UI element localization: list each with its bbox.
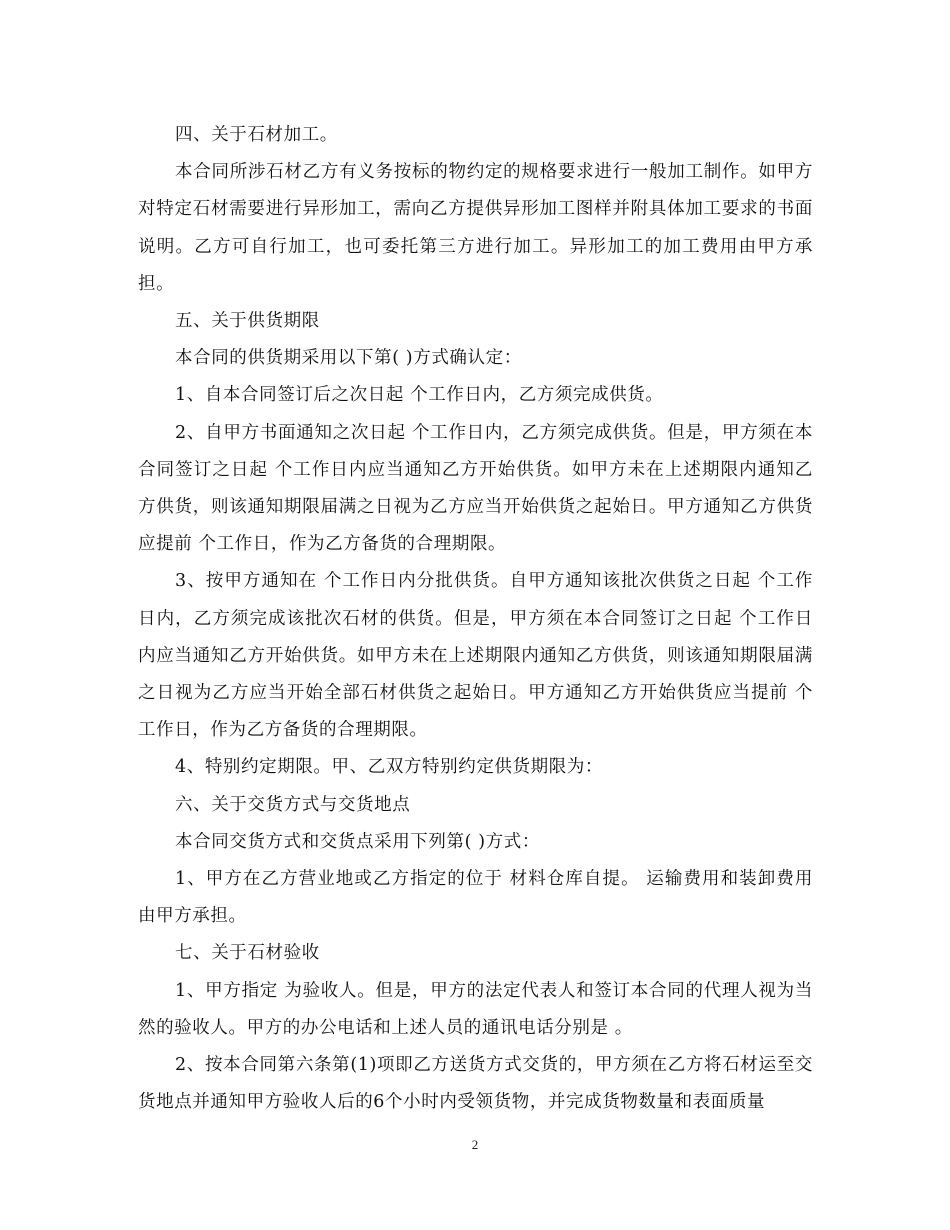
paragraph-supply-option-3: 3、按甲方通知在 个工作日内分批供货。自甲方通知该批次供货之日起 个工作日内，乙方须完成该批次石材的供货。但是，甲方须在本合同签订之日起 个工作日内应当通知乙方开始供货。如甲方未在上述期限内通知乙方供货，则该通知期限届满之日视为乙方应当开始全部石材供货之起始日。甲方通知乙方开始供货应当提前 个工作日，作为乙方备货的合理期限。 — [138, 571, 813, 741]
paragraph-supply-option-4: 4、特别约定期限。甲、乙双方特别约定供货期限为： — [175, 757, 604, 778]
document-body — [138, 117, 813, 1121]
section-heading-inspection: 七、关于石材验收 — [175, 943, 320, 964]
paragraph-delivery-intro: 本合同交货方式和交货点采用下列第( )方式： — [175, 831, 540, 852]
paragraph-stone-processing: 本合同所涉石材乙方有义务按标的物约定的规格要求进行一般加工制作。如甲方对特定石材需要进行异形加工，需向乙方提供异形加工图样并附具体加工要求的书面说明。乙方可自行加工，也可委托第三方进行加工。异形加工的加工费用由甲方承担。 — [138, 162, 813, 294]
paragraph-supply-option-1: 1、自本合同签订后之次日起 个工作日内，乙方须完成供货。 — [175, 385, 664, 406]
paragraph-supply-option-2: 2、自甲方书面通知之次日起 个工作日内，乙方须完成供货。但是，甲方须在本合同签订之日起 个工作日内应当通知乙方开始供货。如甲方未在上述期限内通知乙方供货，则该通知期限届满之日视为乙方应当开始供货之起始日。甲方通知乙方供货应提前 个工作日，作为乙方备货的合理期限。 — [138, 422, 813, 555]
paragraph-inspection-2: 2、按本合同第六条第(1)项即乙方送货方式交货的，甲方须在乙方将石材运至交货地点并通知甲方验收人后的6个小时内受领货物，并完成货物数量和表面质量 — [138, 1055, 813, 1113]
paragraph-supply-period-intro: 本合同的供货期采用以下第( )方式确认定： — [175, 348, 522, 369]
page-number: 2 — [471, 1137, 479, 1152]
section-heading-supply-period: 五、关于供货期限 — [175, 311, 320, 332]
paragraph-inspection-1: 1、甲方指定 为验收人。但是，甲方的法定代表人和签订本合同的代理人视为当然的验收人。甲方的办公电话和上述人员的通讯电话分别是 。 — [138, 980, 813, 1038]
paragraph-delivery-option-1: 1、甲方在乙方营业地或乙方指定的位于 材料仓库自提。 运输费用和装卸费用由甲方承担。 — [138, 869, 813, 927]
section-heading-delivery: 六、关于交货方式与交货地点 — [175, 794, 411, 815]
section-heading-stone-processing: 四、关于石材加工。 — [175, 125, 338, 145]
